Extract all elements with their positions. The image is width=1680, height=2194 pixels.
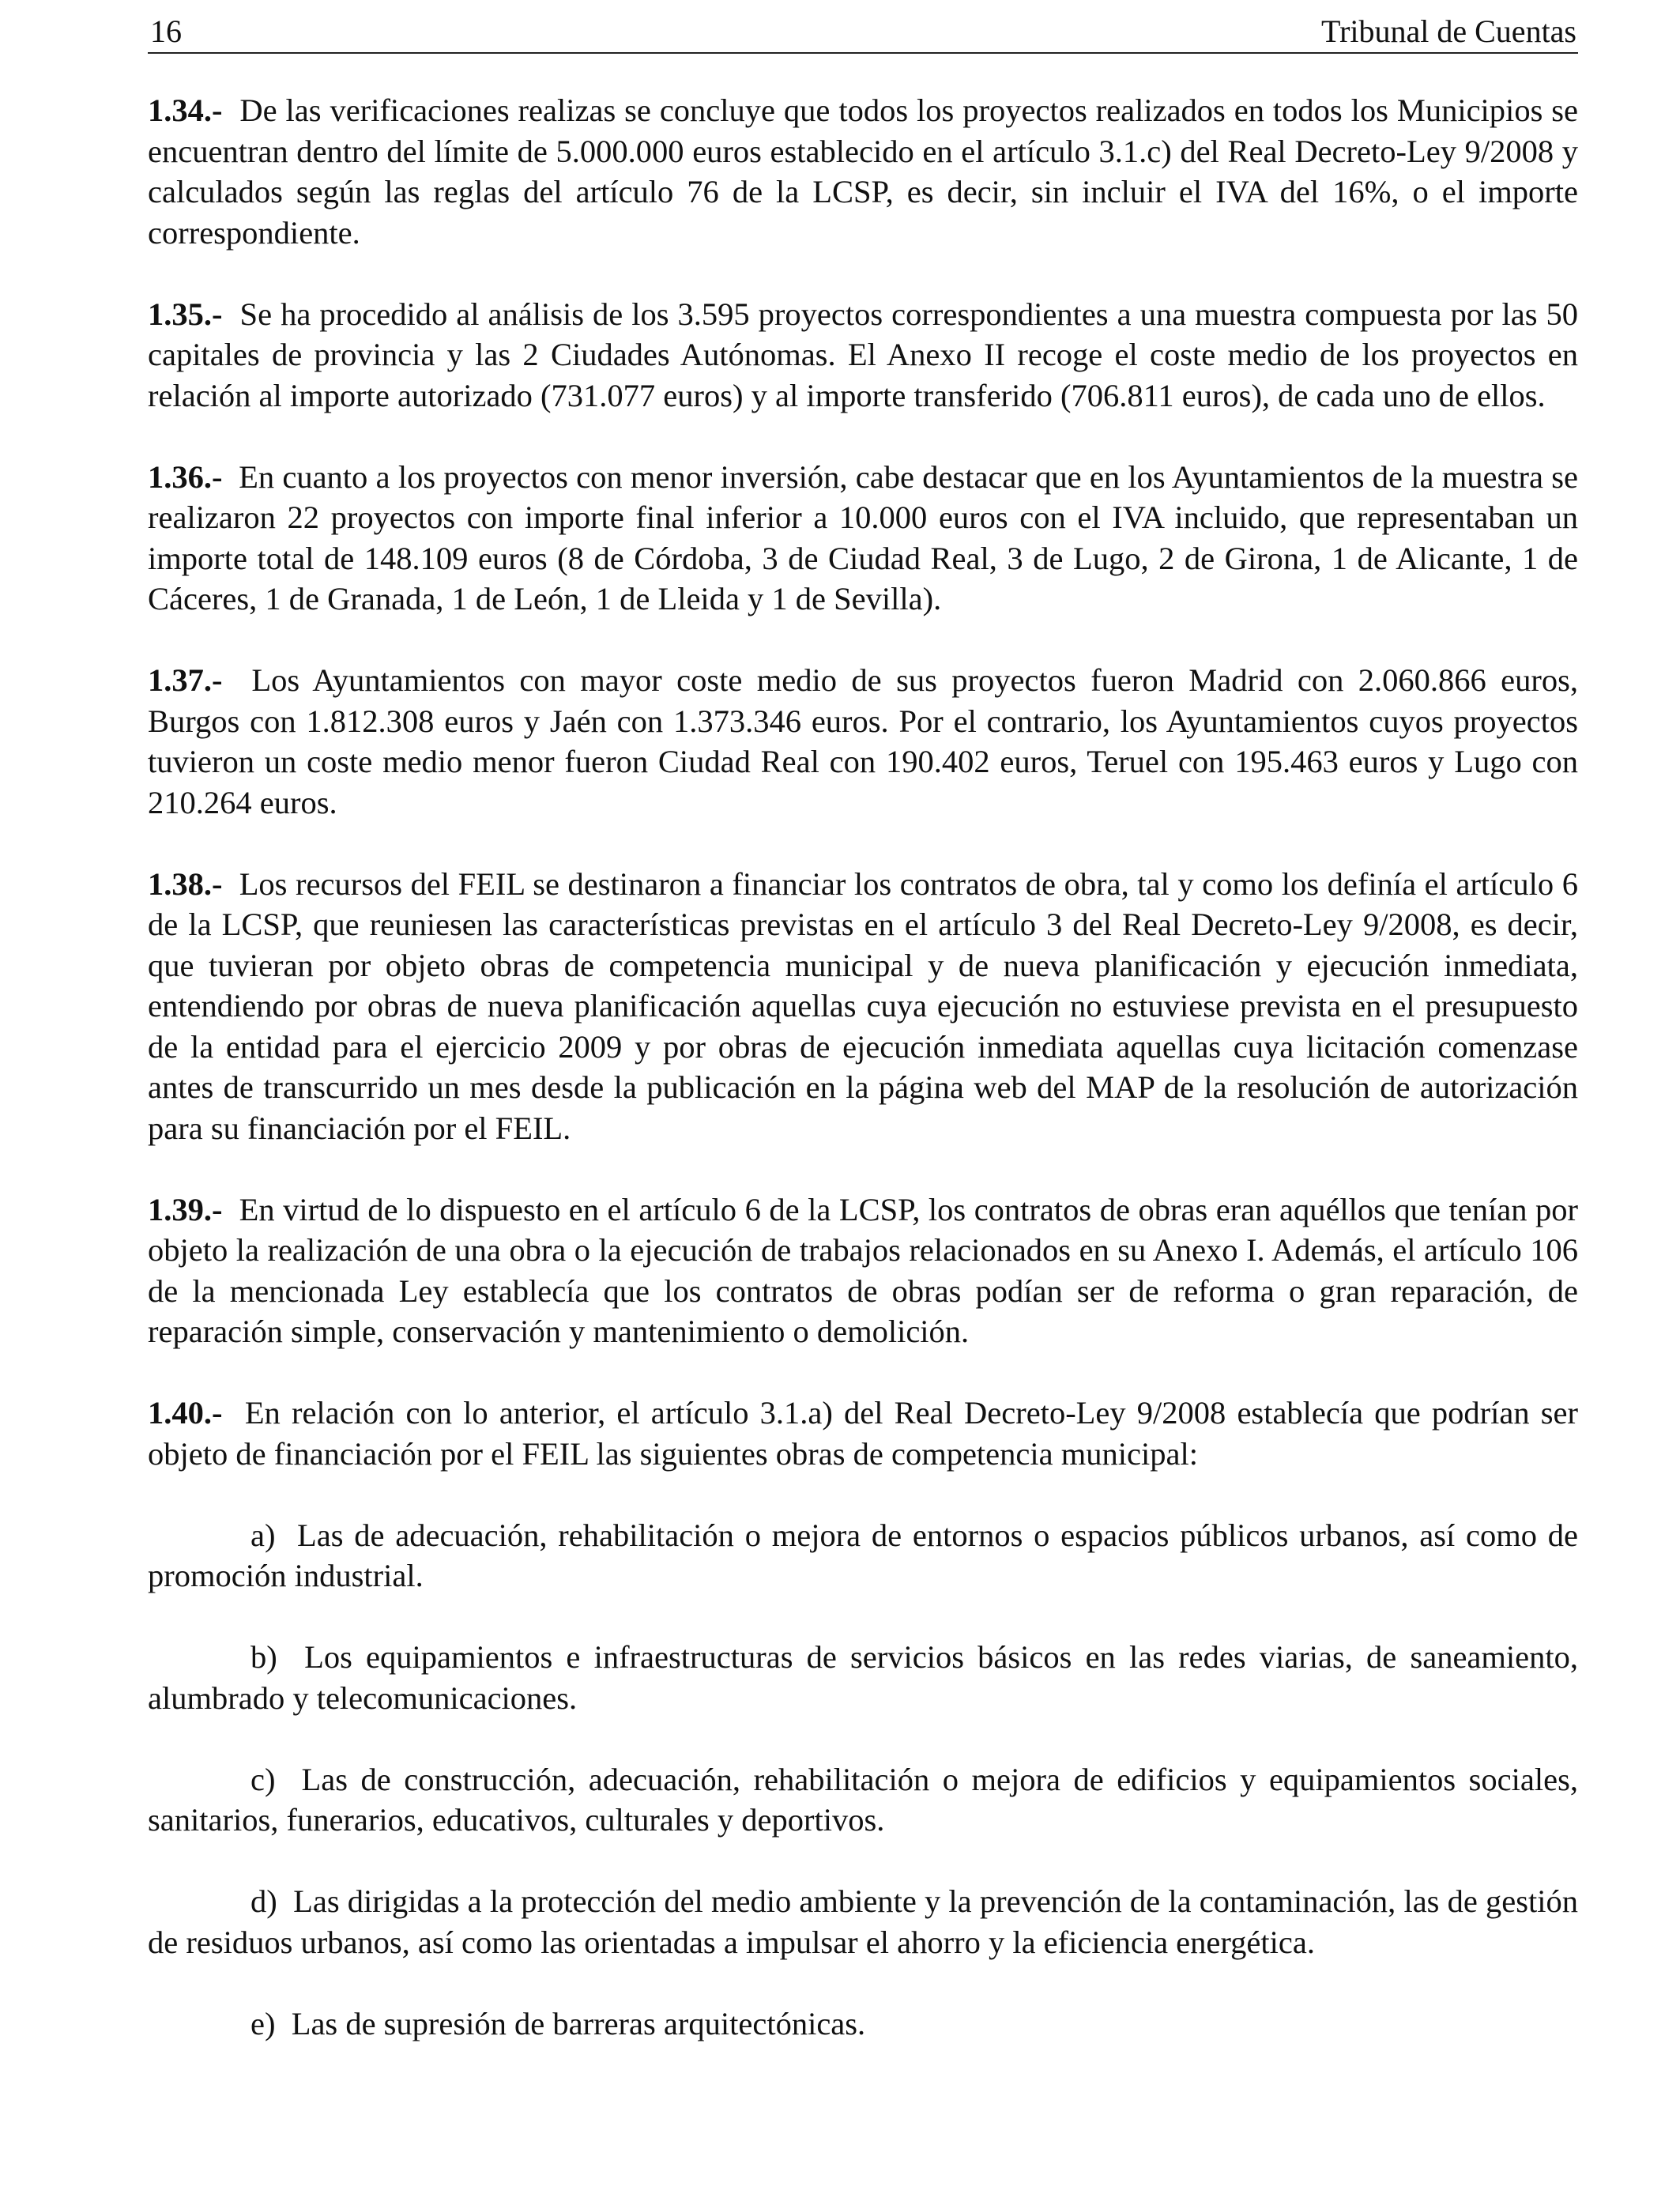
paragraph-1-38: [148, 864, 1578, 1149]
list-item-c: [148, 1759, 1578, 1841]
list-marker: d): [250, 1883, 277, 1919]
list-item-text: Las de supresión de barreras arquitectónicas.: [291, 2005, 866, 2041]
paragraph-1-40: [148, 1393, 1578, 1474]
list-item-text: Los equipamientos e infraestructuras de servicios básicos en las redes viarias, de saneamiento, alumbrado y telecomunicaciones.: [148, 1639, 1578, 1716]
page-number: 16: [150, 13, 182, 49]
page-header: [148, 11, 1578, 54]
paragraph-number: 1.39.-: [148, 1191, 223, 1227]
list-item-text: Las de adecuación, rehabilitación o mejora de entornos o espacios públicos urbanos, así como de promoción industrial.: [148, 1517, 1578, 1593]
paragraph-number: 1.36.-: [148, 458, 223, 495]
paragraph-1-35: [148, 294, 1578, 417]
paragraph-number: 1.35.-: [148, 296, 223, 332]
list-item-text: Las de construcción, adecuación, rehabilitación o mejora de edificios y equipamientos sociales, sanitarios, funerarios, educativos, culturales y deportivos.: [148, 1761, 1578, 1838]
paragraph-text: En relación con lo anterior, el artículo 3.1.a) del Real Decreto-Ley 9/2008 establecía que podrían ser objeto de financiación por el FEIL las siguientes obras de competencia municipal:: [148, 1395, 1578, 1472]
list-item-d: [148, 1881, 1578, 1962]
list-marker: e): [250, 2005, 276, 2041]
list-item-text: Las dirigidas a la protección del medio ambiente y la prevención de la contaminación, las de gestión de residuos urbanos, así como las orientadas a impulsar el ahorro y la eficiencia energética.: [148, 1883, 1579, 1960]
paragraph-1-34: [148, 90, 1578, 253]
paragraph-number: 1.40.-: [148, 1395, 223, 1431]
paragraph-text: En cuanto a los proyectos con menor inversión, cabe destacar que en los Ayuntamientos de la muestra se realizaron 22 proyectos con importe final inferior a 10.000 euros con el IVA incluido, que representaban un importe total de 148.109 euros (8 de Córdoba, 3 de Ciudad Real, 3 de Lugo, 2 de Girona, 1 de Alicante, 1 de Cáceres, 1 de Granada, 1 de León, 1 de Lleida y 1 de Sevilla).: [148, 458, 1579, 616]
list-item-a: [148, 1515, 1578, 1596]
paragraph-text: Los recursos del FEIL se destinaron a financiar los contratos de obra, tal y como los definía el artículo 6 de la LCSP, que reuniesen las características previstas en el artículo 3 del Real Decreto-Ley 9/2008, es decir, que tuvieran por objeto obras de competencia municipal y de nueva planificación y ejecución inmediata, entendiendo por obras de nueva planificación aquellas cuya ejecución no estuviese prevista en el presupuesto de la entidad para el ejercicio 2009 y por obras de ejecución inmediata aquellas cuya licitación comenzase antes de transcurrido un mes desde la publicación en la página web del MAP de la resolución de autorización para su financiación por el FEIL.: [148, 865, 1578, 1146]
list-marker: c): [250, 1761, 276, 1797]
paragraph-number: 1.38.-: [148, 865, 223, 902]
paragraph-text: De las verificaciones realizas se concluye que todos los proyectos realizados en todos los Municipios se encuentran dentro del límite de 5.000.000 euros establecido en el artículo 3.1.c) del Real Decreto-Ley 9/2008 y calculados según las reglas del artículo 76 de la LCSP, es decir, sin incluir el IVA del 16%, o el importe correspondiente.: [148, 92, 1579, 251]
document-body: [148, 90, 1578, 2085]
paragraph-text: En virtud de lo dispuesto en el artículo 6 de la LCSP, los contratos de obras eran aquéllos que tenían por objeto la realización de una obra o la ejecución de trabajos relacionados en su Anexo I. Además, el artículo 106 de la mencionada Ley establecía que los contratos de obras podían ser de reforma o gran reparación, de reparación simple, conservación y mantenimiento o demolición.: [148, 1191, 1578, 1349]
paragraph-text: Los Ayuntamientos con mayor coste medio de sus proyectos fueron Madrid con 2.060.866 euros, Burgos con 1.812.308 euros y Jaén con 1.373.346 euros. Por el contrario, los Ayuntamientos cuyos proyectos tuvieron un coste medio menor fueron Ciudad Real con 190.402 euros, Teruel con 195.463 euros y Lugo con 210.264 euros.: [148, 662, 1579, 820]
paragraph-1-39: [148, 1189, 1578, 1352]
list-item-b: [148, 1637, 1578, 1718]
paragraph-number: 1.34.-: [148, 92, 223, 128]
header-title: Tribunal de Cuentas: [1321, 13, 1576, 49]
paragraph-1-37: [148, 660, 1578, 823]
list-marker: b): [250, 1639, 277, 1675]
paragraph-number: 1.37.-: [148, 662, 223, 698]
paragraph-text: Se ha procedido al análisis de los 3.595 proyectos correspondientes a una muestra compuesta por las 50 capitales de provincia y las 2 Ciudades Autónomas. El Anexo II recoge el coste medio de los proyectos en relación al importe autorizado (731.077 euros) y al importe transferido (706.811 euros), de cada uno de ellos.: [148, 296, 1579, 413]
list-item-e: [148, 2004, 1578, 2045]
list-marker: a): [250, 1517, 276, 1553]
paragraph-1-36: [148, 457, 1578, 620]
